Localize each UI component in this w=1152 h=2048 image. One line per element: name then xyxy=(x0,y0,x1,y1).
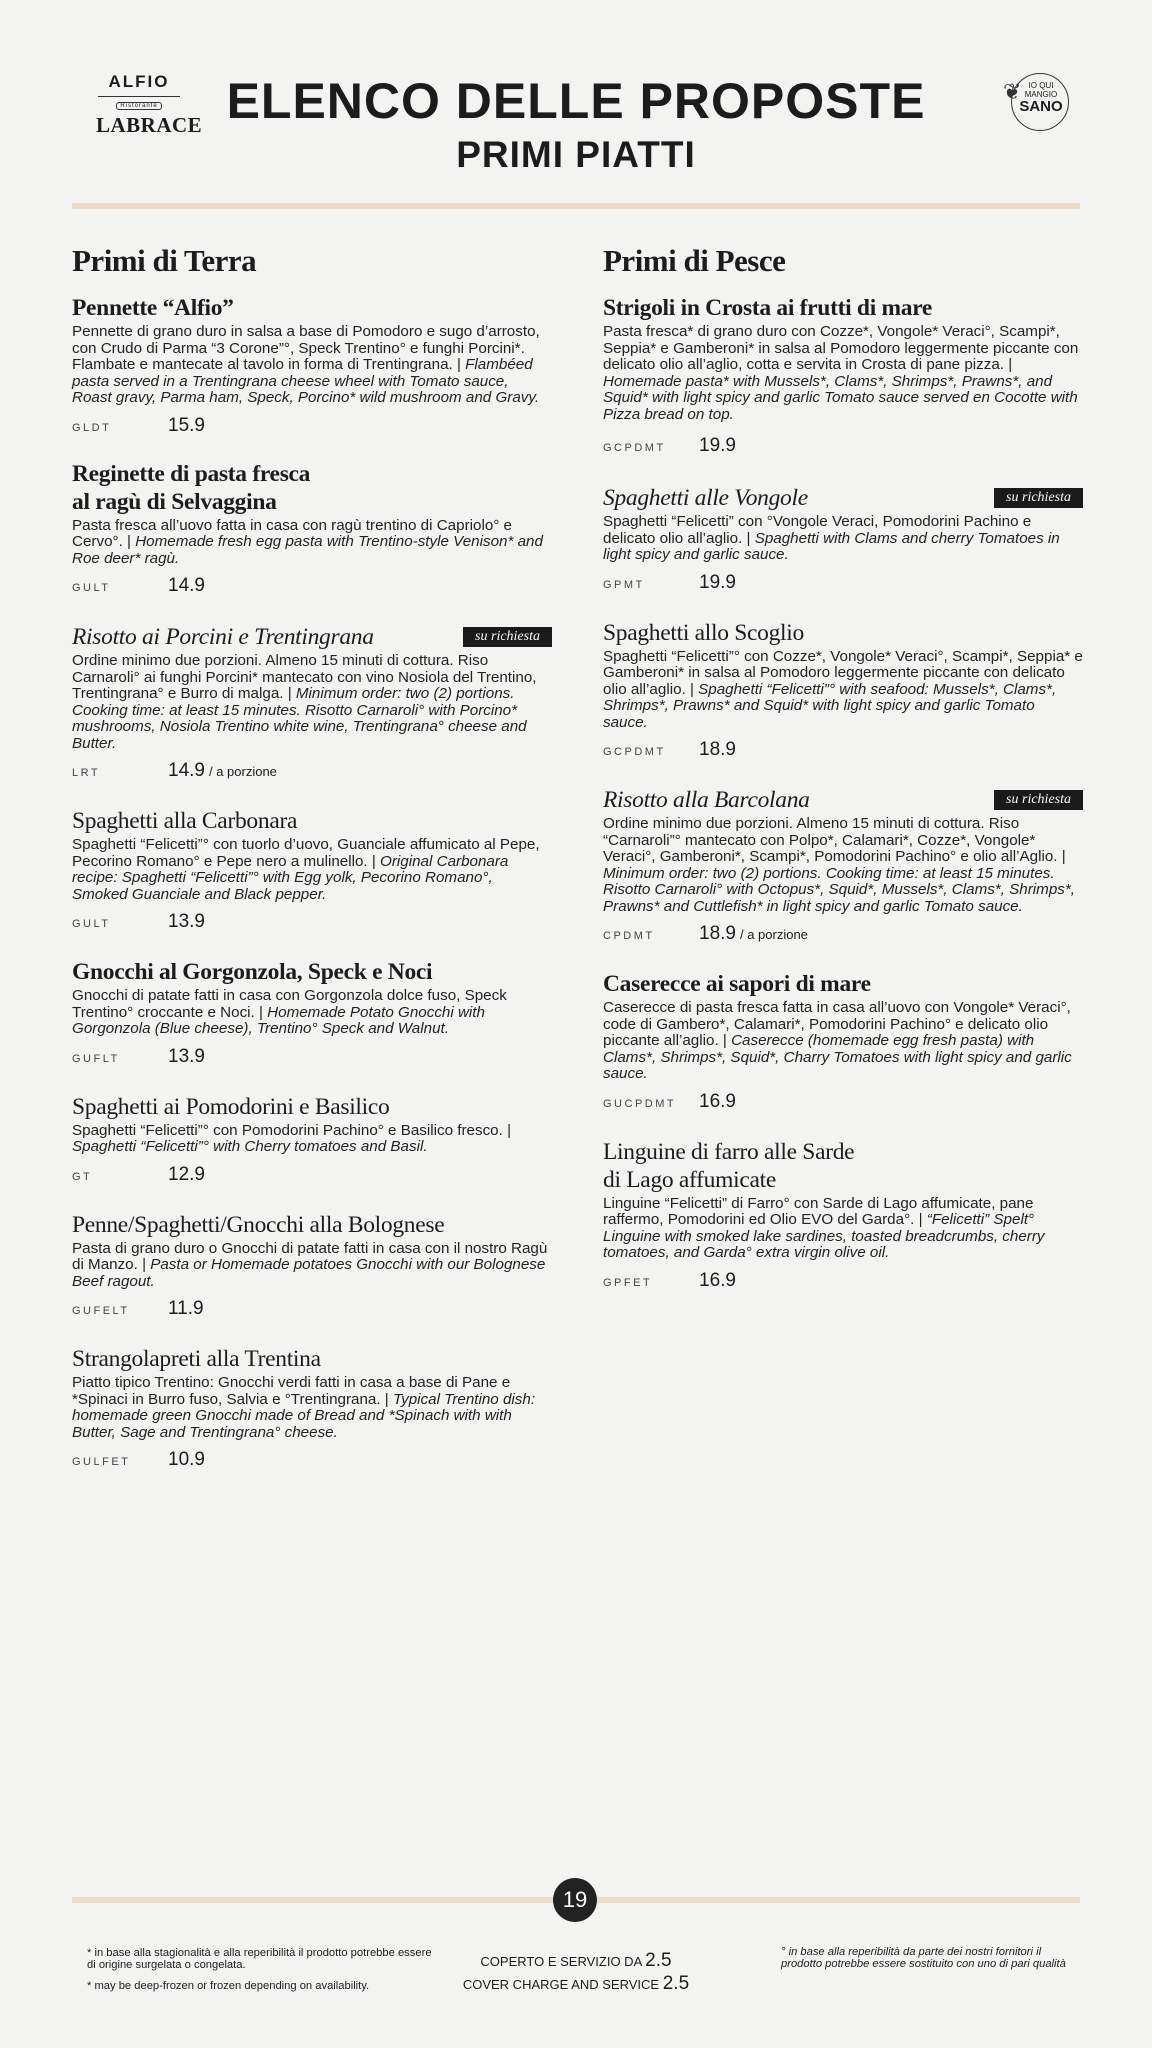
price-row xyxy=(72,1164,552,1186)
item-description xyxy=(72,653,552,752)
item-description-en: Homemade pasta* with Mussels*, Clams*, Shrimps*, Prawns*, and Squid* with light spicy and garlic Tomato sauce served en Cocotte with Pizza bread on top. xyxy=(603,372,1078,423)
item-description-en: Homemade fresh egg pasta with Trentino-style Venison* and Roe deer* ragù. xyxy=(72,533,543,567)
item-name: Risotto alla Barcolana xyxy=(603,787,810,813)
item-price: 14.9 xyxy=(168,575,205,596)
menu-item xyxy=(603,619,1083,762)
item-name: Spaghetti allo Scoglio xyxy=(603,619,804,646)
logo-labrace-text: LABRACE xyxy=(96,113,203,137)
menu-item xyxy=(603,970,1083,1113)
item-name: Gnocchi al Gorgonzola, Speck e Noci xyxy=(72,959,433,985)
cover-charge-price-en: 2.5 xyxy=(662,1973,690,1994)
logo-text-line1: IO QUI xyxy=(1028,81,1054,90)
footer-note-it: * in base alla stagionalità e alla reperibilità il prodotto potrebbe essere di origine surgelata o congelata. xyxy=(87,1947,432,1971)
item-description xyxy=(72,837,552,903)
price-row xyxy=(603,1270,1083,1292)
cover-charge-it-label: COPERTO E SERVIZIO DA xyxy=(480,1954,642,1969)
item-description-en: Original Carbonara recipe: Spaghetti “Felicetti”° with Egg yolk, Pecorino Romano°, Smoked Guanciale and Black pepper. xyxy=(72,852,509,903)
item-price: 13.9 xyxy=(168,911,205,932)
menu-item xyxy=(72,460,552,598)
header-divider xyxy=(72,203,1080,209)
menu-item xyxy=(603,786,1083,945)
item-description xyxy=(603,324,1083,423)
logo-text-line3: SANO xyxy=(1019,98,1063,115)
price-row xyxy=(72,415,552,437)
allergen-tags: GLDT xyxy=(72,421,112,434)
logo-ristorante-text: Ristorante xyxy=(116,102,161,110)
on-request-badge: su richiesta xyxy=(994,488,1083,508)
item-description-it: Spaghetti “Felicetti” con °Vongole Veraci, Pomodorini Pachino e delicato olio all’aglio. | xyxy=(603,513,1032,547)
menu-item xyxy=(603,484,1083,594)
item-price: 13.9 xyxy=(168,1045,205,1067)
menu-item xyxy=(72,1345,552,1471)
item-description-en: Pasta or Homemade potatoes Gnocchi with our Bolognese Beef ragout. xyxy=(72,1256,546,1290)
item-description xyxy=(72,1375,552,1441)
item-description xyxy=(603,816,1083,915)
item-price: 16.9 xyxy=(699,1269,736,1291)
section-primi-di-terra xyxy=(72,243,552,1471)
item-description-en: Spaghetti with Clams and cherry Tomatoes in light spicy and garlic sauce. xyxy=(603,529,1060,563)
price-row xyxy=(603,572,1083,594)
cover-charge xyxy=(440,1950,712,1996)
item-name: Strangolapreti alla Trentina xyxy=(72,1346,321,1372)
logo-alfio-text: ALFIO xyxy=(108,72,170,91)
item-price: 10.9 xyxy=(168,1449,205,1470)
item-description-it: Linguine “Felicetti” di Farro° con Sarde di Lago affumicate, pane raffermo, Pomodorini ed Olio EVO del Garda°. | xyxy=(603,1194,1034,1228)
item-description xyxy=(72,988,552,1038)
item-name: Spaghetti alle Vongole xyxy=(603,485,808,511)
menu-item xyxy=(72,1093,552,1186)
price-row xyxy=(72,575,552,597)
allergen-tags: CPDMT xyxy=(603,930,655,942)
item-description xyxy=(603,649,1083,732)
item-description-it: Ordine minimo due porzioni. Almeno 15 minuti di cottura. Riso Carnaroli° ai funghi Porcini* mantecato con vino Nosiola del Trentino, Trentingrana° e Burro di malga. | xyxy=(72,652,537,702)
item-name: Strigoli in Crosta ai frutti di mare xyxy=(603,295,933,321)
on-request-badge: su richiesta xyxy=(463,627,552,647)
item-description-en: Minimum order: two (2) portions. Cooking time: at least 15 minutes. Risotto Carnaroli° with Octopus*, Squid*, Mussels*, Clams*, Shrimps*, Prawns* and Cuttlefish* in light spicy and garlic Tomato sauce. xyxy=(603,864,1075,915)
allergen-tags: GT xyxy=(72,1170,93,1183)
menu-item xyxy=(603,1138,1083,1292)
io-qui-mangio-sano-logo xyxy=(1003,73,1069,139)
price-row xyxy=(72,760,552,782)
section-title: Primi di Pesce xyxy=(603,243,786,278)
leaf-icon: ❦ xyxy=(1003,79,1022,104)
item-description-it: Gnocchi di patate fatti in casa con Gorgonzola dolce fuso, Speck Trentino° croccante e Noci. | xyxy=(72,987,507,1021)
allergen-tags: GCPDMT xyxy=(603,746,666,758)
menu-item xyxy=(72,958,552,1068)
item-description xyxy=(72,324,552,407)
item-name: Pennette “Alfio” xyxy=(72,295,234,321)
item-description-it: Spaghetti “Felicetti”° con Pomodorini Pachino° e Basilico fresco. | xyxy=(72,1121,512,1139)
item-description xyxy=(72,1241,552,1291)
price-row xyxy=(603,923,1083,945)
price-row xyxy=(603,1091,1083,1113)
item-description-it: Pasta fresca all’uovo fatta in casa con ragù trentino di Capriolo° e Cervo°. | xyxy=(72,516,513,550)
footer-note-en: * may be deep-frozen or frozen depending on availability. xyxy=(87,1980,370,1992)
item-description-it: Piatto tipico Trentino: Gnocchi verdi fatti in casa a base di Pane e *Spinaci in Burro fuso, Salvia e °Trentingrana. | xyxy=(72,1374,511,1408)
item-name-line2: al ragù di Selvaggina xyxy=(72,488,277,515)
item-description-it: Caserecce di pasta fresca fatta in casa all’uovo con Vongole* Veraci°, code di Gambero*, Calamari*, Pomodorini Pachino° e delicato olio piccante all’aglio. | xyxy=(603,999,1071,1049)
logo-text xyxy=(1019,81,1063,115)
item-description-en: “Felicetti” Spelt° Linguine with smoked lake sardines, toasted breadcrumbs, cherry tomatoes, and Garda° extra virgin olive oil. xyxy=(603,1211,1045,1261)
price-row xyxy=(72,1298,552,1320)
allergen-tags: GULT xyxy=(72,918,111,930)
item-description-en: Spaghetti “Felicetti”° with Cherry tomatoes and Basil. xyxy=(72,1138,428,1155)
menu-item xyxy=(72,807,552,933)
item-price: 14.9 xyxy=(168,760,205,781)
cover-charge-en-label: COVER CHARGE AND SERVICE xyxy=(462,1977,660,1992)
item-description-en: Minimum order: two (2) portions. Cooking time: at least 15 minutes. Risotto Carnaroli° with Porcino* mushrooms, Nosiola Trentino white wine, Trentingrana° cheese and Butter. xyxy=(72,685,527,752)
item-price: 16.9 xyxy=(699,1090,736,1112)
cover-charge-it xyxy=(440,1950,712,1973)
cover-charge-en xyxy=(440,1973,712,1996)
allergen-tags: GULT xyxy=(72,582,111,594)
price-row xyxy=(603,435,1083,457)
allergen-tags: GUFELT xyxy=(72,1305,130,1317)
allergen-tags: GULFET xyxy=(72,1456,131,1468)
item-description-it: Spaghetti “Felicetti”° con Cozze*, Vongole* Veraci°, Scampi*, Seppia* e Gamberoni* in salsa al Pomodoro leggermente piccante con delicato olio all’aglio. | xyxy=(603,647,1083,698)
allergen-tags: GPMT xyxy=(603,578,645,591)
price-row xyxy=(72,911,552,933)
item-name: Risotto ai Porcini e Trentingrana xyxy=(72,624,374,650)
item-name-line2: di Lago affumicate xyxy=(603,1166,776,1193)
section-primi-di-pesce xyxy=(603,243,1083,1292)
item-name: Caserecce ai sapori di mare xyxy=(603,971,871,997)
footer-note-substitution: ° in base alla reperibilità da parte dei nostri fornitori il prodotto potrebbe essere sostituito con uno di pari qualità xyxy=(781,1946,1066,1970)
cover-charge-price: 2.5 xyxy=(645,1950,672,1971)
footer-note-frozen xyxy=(87,1947,437,1992)
item-description-it: Ordine minimo due porzioni. Almeno 15 minuti di cottura. Riso “Carnaroli”° mantecato con Polpo*, Calamari*, Cozze*, Vongole* Veraci°, Gamberoni*, Scampi*, Pomodorini Pachino° e olio all’Aglio. | xyxy=(603,815,1066,865)
allergen-tags: LRT xyxy=(72,767,101,779)
item-description-it: Spaghetti “Felicetti”° con tuorlo d’uovo, Guanciale affumicato al Pepe, Pecorino Romano° e Pepe nero a mulinello. | xyxy=(72,836,540,870)
menu-item xyxy=(603,294,1083,457)
item-name: Spaghetti alla Carbonara xyxy=(72,808,298,834)
item-price: 19.9 xyxy=(699,571,736,593)
menu-item xyxy=(72,294,552,437)
price-unit: / a porzione xyxy=(208,764,277,779)
price-row xyxy=(603,739,1083,761)
item-description-it: Pennette di grano duro in salsa a base di Pomodoro e sugo d’arrosto, con Crudo di Parma “3 Corone”°, Speck Trentino° e funghi Porcini*. Flambate e mantecate al tavolo in forma di Trentingrana. | xyxy=(72,323,540,373)
item-description xyxy=(603,1000,1083,1083)
item-name xyxy=(72,460,552,516)
item-name: Spaghetti ai Pomodorini e Basilico xyxy=(72,1093,390,1120)
item-description-en: Typical Trentino dish: homemade green Gnocchi made of Bread and *Spinach with with Butter, Sage and Trentingrana° cheese. xyxy=(72,1390,536,1441)
page-number: 19 xyxy=(553,1878,597,1922)
item-name-line1: Linguine di farro alle Sarde xyxy=(603,1138,855,1165)
logo-text-line2: MANGIO xyxy=(1024,90,1058,99)
item-description-en: Flambéed pasta served in a Trentingrana cheese wheel with Tomato sauce, Roast gravy, Parma ham, Speck, Porcino* wild mushroom and Gravy. xyxy=(72,356,540,406)
item-description-en: Caserecce (homemade egg fresh pasta) with Clams*, Shrimps*, Squid*, Charry Tomatoes with light spicy and garlic sauce. xyxy=(603,1032,1072,1082)
menu-item xyxy=(72,1211,552,1321)
item-description xyxy=(603,1196,1083,1262)
price-unit: / a porzione xyxy=(739,927,808,942)
section-title: Primi di Terra xyxy=(72,243,257,278)
page-title: ELENCO DELLE PROPOSTE xyxy=(226,73,926,129)
item-name-line1: Reginette di pasta fresca xyxy=(72,460,311,487)
item-description-it: Pasta di grano duro o Gnocchi di patate fatti in casa con il nostro Ragù di Manzo. | xyxy=(72,1239,548,1273)
item-description-en: Spaghetti “Felicetti”° with seafood: Mussels*, Clams*, Shrimps*, Prawns* and Squid* with light spicy and garlic Tomato sauce. xyxy=(603,680,1057,731)
page-subtitle: PRIMI PIATTI xyxy=(456,134,696,175)
item-description xyxy=(72,1123,552,1156)
item-name xyxy=(603,1138,1083,1194)
item-price: 11.9 xyxy=(168,1298,204,1319)
allergen-tags: GUFLT xyxy=(72,1052,120,1065)
item-description-en: Homemade Potato Gnocchi with Gorgonzola (Blue cheese), Trentino° Speck and Walnut. xyxy=(72,1003,485,1037)
on-request-badge: su richiesta xyxy=(994,790,1083,810)
item-price: 12.9 xyxy=(168,1163,205,1185)
price-row xyxy=(72,1046,552,1068)
allergen-tags: GCPDMT xyxy=(603,442,666,454)
menu-item xyxy=(72,623,552,782)
item-description-it: Pasta fresca* di grano duro con Cozze*, Vongole* Veraci°, Scampi*, Seppia* e Gamberoni* in salsa al Pomodoro leggermente piccante con delicato olio all’aglio, cotta e servita in Crosta di pane pizza. | xyxy=(603,323,1079,373)
item-price: 18.9 xyxy=(699,923,736,944)
allergen-tags: GUCPDMT xyxy=(603,1097,677,1110)
price-row xyxy=(72,1449,552,1471)
allergen-tags: GPFET xyxy=(603,1276,653,1289)
item-price: 18.9 xyxy=(699,739,736,760)
item-name: Penne/Spaghetti/Gnocchi alla Bolognese xyxy=(72,1211,445,1238)
item-price: 19.9 xyxy=(699,435,736,456)
item-description xyxy=(72,518,552,568)
item-price: 15.9 xyxy=(168,414,205,436)
item-description xyxy=(603,514,1083,564)
